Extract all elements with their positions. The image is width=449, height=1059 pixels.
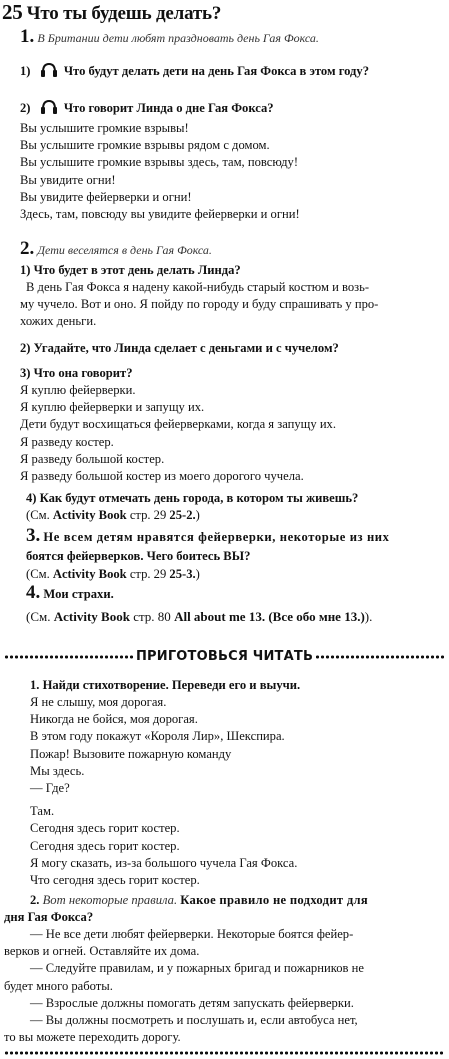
task-4-title: Мои страхи. [43, 587, 114, 601]
ref-text: ) [195, 567, 200, 581]
rule-line: верков и огней. Оставляйте их дома. [4, 944, 200, 959]
question-number: 2) [20, 101, 31, 115]
task-2-number: 2. [20, 238, 35, 259]
poem [30, 694, 297, 889]
question-text: Что говорит Линда о дне Гая Фокса? [63, 101, 274, 115]
task-2-intro: Дети веселятся в день Гая Фокса. [37, 243, 212, 257]
dotted-divider [315, 655, 445, 659]
text-line: Здесь, там, повсюду вы увидите фейерверки и огни! [20, 207, 300, 222]
ref-exercise: All about me 13. (Все обо мне 13.) [174, 609, 365, 624]
ref-text: ). [364, 609, 373, 624]
task-3-question-line-2: боятся фейерверков. Чего боитесь ВЫ? [26, 549, 251, 563]
bottom-dotted-divider [4, 1051, 445, 1055]
task-3-question-line-1 [26, 527, 444, 546]
reading-task-2-intro: Вот некоторые правила. [42, 893, 178, 907]
dotted-divider [4, 655, 134, 659]
text-line: Я куплю фейерверки и запущу их. [20, 400, 205, 415]
text-line: хожих деньги. [20, 314, 97, 329]
text-line: Вы увидите огни! [20, 172, 116, 187]
ref-text: стр. 29 [126, 508, 170, 522]
poem-line: В этом году покажут «Короля Лир», Шекспира. [30, 729, 285, 744]
task-2-question-3: 3) Что она говорит? [20, 366, 133, 380]
text-line: Дети будут восхищаться фейерверками, когда я запущу их. [20, 417, 337, 432]
text-line: Я разведу большой костер. [20, 451, 165, 466]
ref-text: (См. [26, 609, 54, 624]
section-banner [4, 647, 445, 667]
reading-task-2-question: Какое правило не подходит для [180, 893, 368, 907]
poem-line: — Где? [30, 781, 70, 796]
task-1-question-2 [20, 100, 274, 117]
ref-book: Activity Book [52, 567, 127, 581]
task-3-block [26, 527, 444, 546]
rule-line: будет много работы. [4, 978, 113, 993]
poem-line: Сегодня здесь горит костер. [30, 821, 180, 836]
rule-line: — Следуйте правилам, и у пожарных бригад и пожарников не [30, 961, 364, 976]
task-2-question-4: 4) Как будут отмечать день города, в котором ты живешь? [26, 491, 359, 505]
task-2-heading [20, 240, 212, 259]
ref-exercise: 25-2. [169, 508, 196, 522]
task-2-question-1: 1) Что будет в этот день делать Линда? [20, 263, 241, 277]
ref-book: Activity Book [53, 609, 130, 624]
task-1-heading [20, 28, 319, 47]
rule-line: то вы можете переходить дорогу. [4, 1030, 181, 1045]
text-line: Я разведу большой костер из моего дорогого чучела. [20, 469, 304, 484]
headphones-icon[interactable] [40, 63, 58, 77]
page-title [2, 0, 221, 26]
section-banner-label: ПРИГОТОВЬСЯ ЧИТАТЬ [135, 649, 314, 665]
task-1-intro: В Британии дети любят праздновать день Гая Фокса. [37, 31, 319, 45]
ref-book: Activity Book [52, 508, 127, 522]
poem-line: Мы здесь. [30, 763, 85, 778]
ref-exercise: 25-3. [169, 567, 196, 581]
text-line: Вы услышите громкие взрывы рядом с домом. [20, 138, 270, 153]
task-1-number: 1. [20, 26, 35, 47]
task-4-heading [26, 584, 114, 603]
poem-line: Я не слышу, моя дорогая. [30, 695, 167, 709]
text-line: Я разведу костер. [20, 434, 114, 449]
rule-line: — Не все дети любят фейерверки. Некоторые боятся фейер- [30, 927, 354, 941]
rule-line: — Взрослые должны помогать детям запускать фейерверки. [30, 995, 354, 1010]
ref-text: стр. 80 [129, 609, 175, 624]
reading-task-2-heading [30, 892, 444, 909]
ref-text: ) [195, 508, 200, 522]
text-line: В день Гая Фокса я надену какой-нибудь старый костюм и возь- [26, 280, 370, 294]
lesson-number: 25 [2, 0, 23, 24]
task-3-number: 3. [26, 525, 41, 546]
question-number: 1) [20, 64, 31, 78]
task-1-question-1 [20, 63, 369, 80]
text-line: Вы услышите громкие взрывы! [20, 121, 189, 135]
poem-line: Пожар! Вызовите пожарную команду [30, 746, 232, 761]
question-text: Что будут делать дети на день Гая Фокса в этом году? [63, 64, 370, 78]
reading-task-2-number: 2. [30, 893, 40, 907]
ref-text: стр. 29 [126, 567, 170, 581]
task-4-reference [26, 608, 372, 625]
task-2-reference [26, 507, 200, 524]
poem-line: Что сегодня здесь горит костер. [30, 873, 200, 888]
text-line: Вы услышите громкие взрывы здесь, там, повсюду! [20, 155, 299, 170]
reading-task-1-title: 1. Найди стихотворение. Переведи его и выучи. [30, 678, 301, 692]
poem-line: Никогда не бойся, моя дорогая. [30, 712, 198, 727]
text-line: Я куплю фейерверки. [20, 383, 136, 397]
task-2-lines [20, 382, 336, 485]
text-line: му чучело. Вот и оно. Я пойду по городу и буду спрашивать у про- [20, 297, 379, 312]
lesson-title: Что ты будешь делать? [26, 3, 222, 24]
text-line: Вы увидите фейерверки и огни! [20, 189, 192, 204]
task-4-number: 4. [26, 582, 41, 603]
headphones-icon[interactable] [40, 100, 58, 114]
ref-text: (См. [26, 567, 53, 581]
rules-list [4, 926, 444, 1046]
task-2-paragraph [20, 279, 442, 331]
task-1-lines [20, 120, 300, 223]
poem-line: Я могу сказать, из-за большого чучела Гая Фокса. [30, 855, 298, 870]
poem-line: Сегодня здесь горит костер. [30, 838, 180, 853]
rule-line: — Вы должны посмотреть и послушать и, если автобуса нет, [30, 1013, 358, 1028]
ref-text: (См. [26, 508, 53, 522]
poem-line: Там. [30, 804, 55, 819]
task-3-reference [26, 566, 200, 583]
task-2-question-2: 2) Угадайте, что Линда сделает с деньгами и с чучелом? [20, 341, 339, 355]
reading-task-2-question-cont: дня Гая Фокса? [4, 910, 94, 924]
question-text: Не всем детям нравятся фейерверки, некоторые из них [43, 530, 390, 544]
